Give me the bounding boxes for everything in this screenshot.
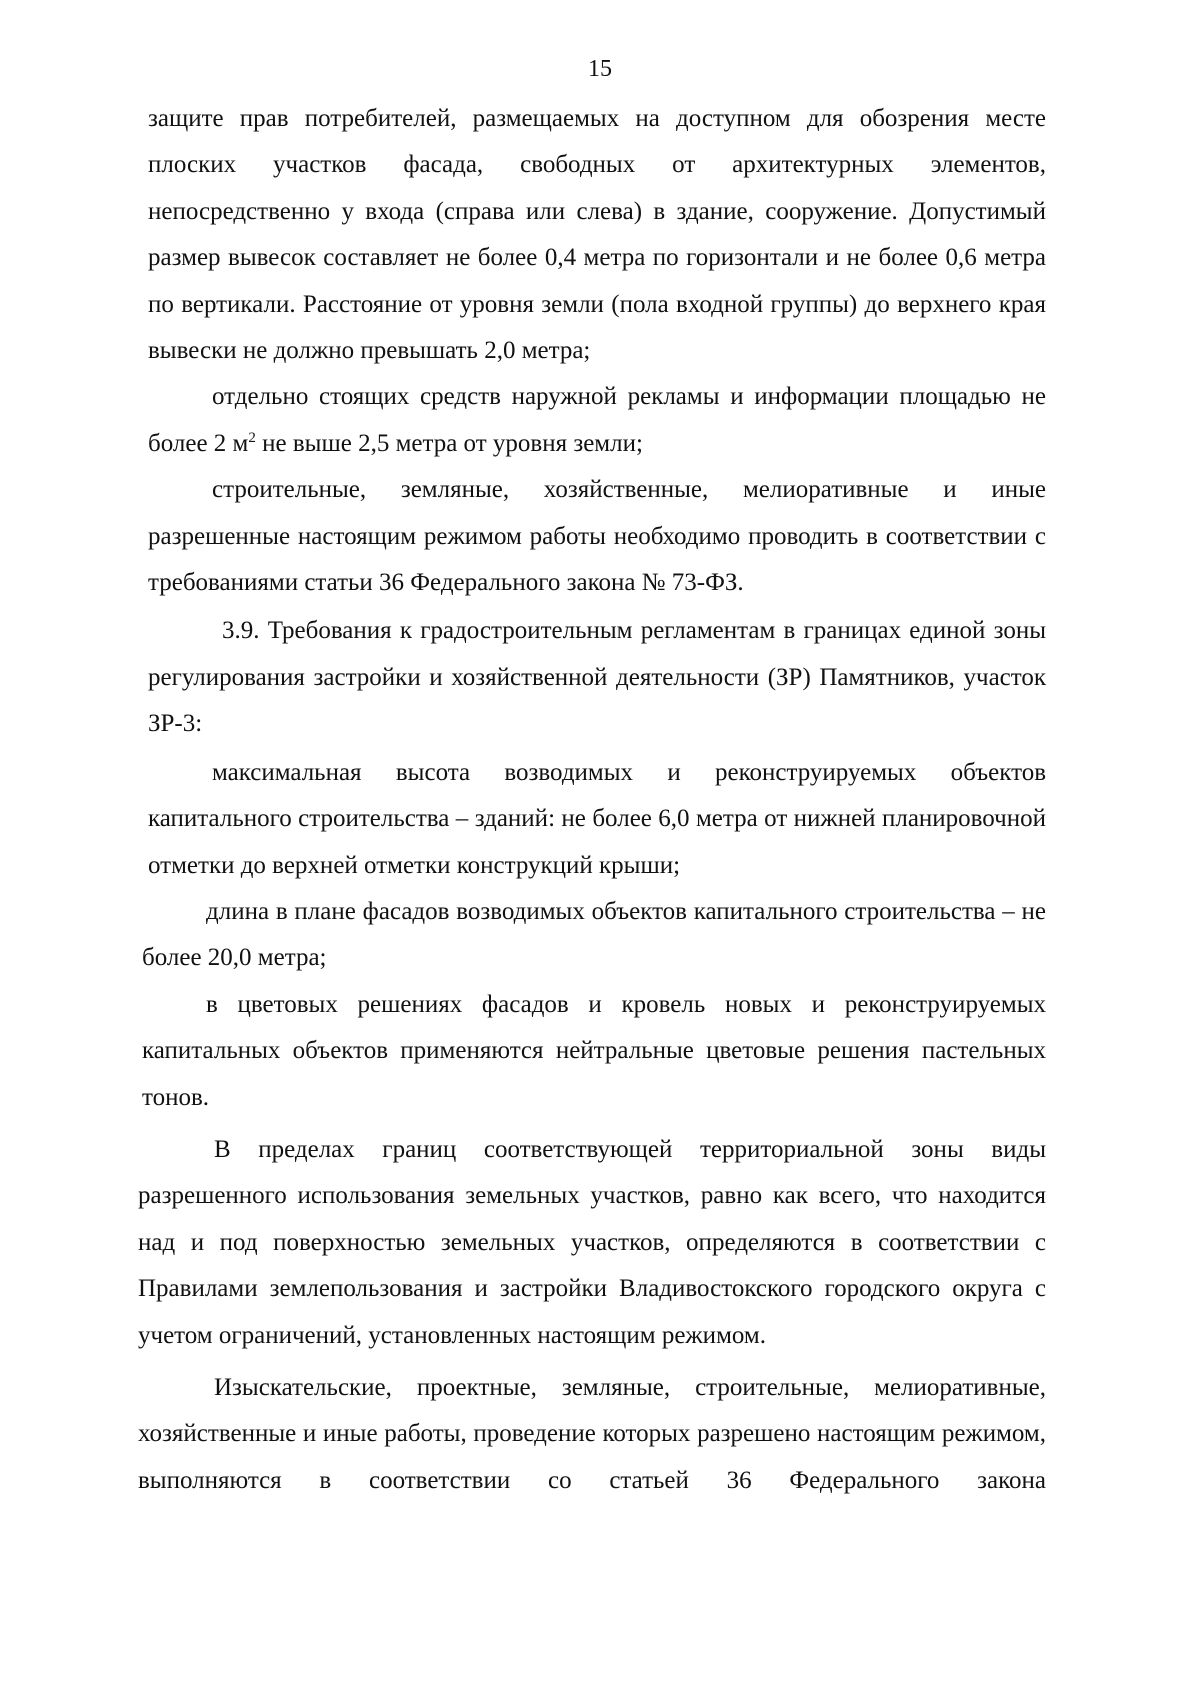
paragraph-works: строительные, земляные, хозяйственные, мелиоративные и иные разрешенные настоящим режимом работы необходимо проводить в соответствии с требованиями статьи 36 Федерального закона № 73-ФЗ. xyxy=(148,476,1046,597)
paragraph-facade-length: длина в плане фасадов возводимых объектов капитального строительства – не более 20,0 метра; xyxy=(142,897,1046,972)
advertising-text: отдельно стоящих средств наружной рекламы и информации площадью не более 2 м xyxy=(148,383,1046,457)
paragraph-signage: защите прав потребителей, размещаемых на доступном для обозрения месте плоских участков фасада, свободных от архитектурных элементов, непосредственно у входа (справа или слева) в здание, сооружение. Допустимый размер вывесок составляет не более 0,4 метра по горизонтали и не более 0,6 метра по вертикали. Расстояние от уровня земли (пола входной группы) до верхнего края вывески не должно превышать 2,0 метра; xyxy=(148,105,1046,365)
paragraph-survey-works: Изыскательские, проектные, земляные, строительные, мелиоративные, хозяйственные и иные работы, проведение которых разрешено настоящим режимом, выполняются в соответствии со статьей 36 Федерального закона xyxy=(138,1373,1046,1494)
paragraph-max-height: максимальная высота возводимых и реконструируемых объектов капитального строительства – зданий: не более 6,0 метра от нижней планировочной отметки до верхней отметки конструкций крыши; xyxy=(148,758,1046,879)
paragraph-permitted-use: В пределах границ соответствующей территориальной зоны виды разрешенного использования земельных участков, равно как всего, что находится над и под поверхностью земельных участков, определяются в соответствии с Правилами землепользования и застройки Владивостокского городского округа с учетом ограничений, установленных настоящим режимом. xyxy=(138,1135,1046,1349)
area-unit-superscript: 2 xyxy=(248,429,256,446)
paragraph-section-3-9: 3.9. Требования к градостроительным регламентам в границах единой зоны регулирования застройки и хозяйственной деятельности (ЗР) Памятников, участок ЗР-3: xyxy=(148,617,1046,738)
document-body xyxy=(138,96,1046,1504)
paragraph-color-solutions: в цветовых решениях фасадов и кровель новых и реконструируемых капитальных объектов применяются нейтральные цветовые решения пастельных тонов. xyxy=(142,990,1046,1111)
paragraph-advertising xyxy=(148,374,1046,467)
advertising-text-tail: не выше 2,5 метра от уровня земли; xyxy=(255,429,643,457)
page-number: 15 xyxy=(588,56,612,82)
